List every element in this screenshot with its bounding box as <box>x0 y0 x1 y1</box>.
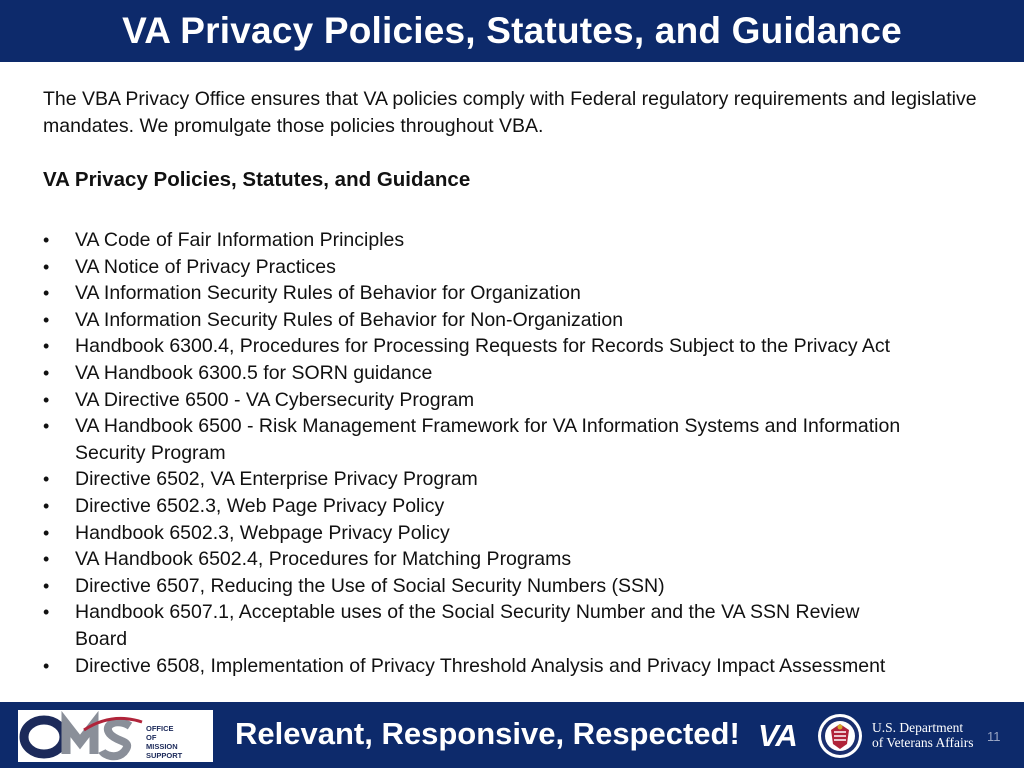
list-item-text: Directive 6507, Reducing the Use of Social Security Numbers (SSN) <box>75 574 665 597</box>
list-item <box>43 493 1003 520</box>
bullet-icon: • <box>43 416 50 437</box>
bullet-icon: • <box>43 283 50 304</box>
oms-text-line: OF <box>146 733 157 742</box>
list-item-text: VA Information Security Rules of Behavior for Organization <box>75 282 581 305</box>
bullet-icon: • <box>43 362 50 383</box>
bullet-icon: • <box>43 575 50 596</box>
list-item-text: VA Handbook 6300.5 for SORN guidance <box>75 361 433 384</box>
bullet-icon: • <box>43 336 50 357</box>
list-item <box>43 653 1003 680</box>
bullet-icon: • <box>43 469 50 490</box>
list-item-text: Handbook 6502.3, Webpage Privacy Policy <box>75 521 450 544</box>
slide-title: VA Privacy Policies, Statutes, and Guidance <box>122 10 902 51</box>
list-item <box>43 466 1003 493</box>
list-item-text: Directive 6508, Implementation of Privacy Threshold Analysis and Privacy Impact Assessment <box>75 654 886 677</box>
bullet-icon: • <box>43 256 50 277</box>
page-number: 11 <box>987 729 1001 744</box>
list-item <box>43 227 1003 254</box>
oms-text-line: OFFICE <box>146 724 174 733</box>
list-item <box>43 280 1003 307</box>
list-item <box>43 333 1003 360</box>
va-wordmark: VA <box>758 718 797 753</box>
list-item-text: Directive 6502, VA Enterprise Privacy Program <box>75 468 478 491</box>
list-item <box>43 573 1003 600</box>
list-item-text: Handbook 6300.4, Procedures for Processing Requests for Records Subject to the Privacy Act <box>75 335 891 358</box>
list-item <box>43 254 1003 281</box>
va-department-name <box>872 720 973 750</box>
va-dept-line: U.S. Department <box>872 720 964 735</box>
oms-text-line: MISSION SUPPORT <box>146 742 183 760</box>
bullet-icon: • <box>43 549 50 570</box>
list-item-text: Handbook 6507.1, Acceptable uses of the Social Security Number and the VA SSN Review Board <box>75 601 860 650</box>
bullet-icon: • <box>43 389 50 410</box>
list-item <box>43 599 1003 652</box>
footer-bar <box>0 702 1024 768</box>
list-item <box>43 360 1003 387</box>
list-item <box>43 387 1003 414</box>
bullet-icon: • <box>43 655 50 676</box>
list-item-text: VA Code of Fair Information Principles <box>75 229 405 251</box>
list-item <box>43 413 1003 466</box>
footer-tagline: Relevant, Responsive, Respected! <box>235 716 740 751</box>
bullet-icon: • <box>43 230 50 250</box>
bullet-icon: • <box>43 522 50 543</box>
list-item-text: VA Handbook 6502.4, Procedures for Matching Programs <box>75 548 572 571</box>
list-item-text: VA Notice of Privacy Practices <box>75 255 336 278</box>
title-bar <box>0 0 1024 62</box>
policy-list <box>43 227 1003 679</box>
list-item-text: VA Directive 6500 - VA Cybersecurity Program <box>75 388 475 411</box>
va-seal-icon <box>816 712 864 760</box>
list-item-text: VA Handbook 6500 - Risk Management Framework for VA Information Systems and Information Security Program <box>75 415 901 464</box>
va-dept-line: of Veterans Affairs <box>872 735 974 750</box>
list-item <box>43 307 1003 334</box>
bullet-icon: • <box>43 602 50 623</box>
list-item-text: Directive 6502.3, Web Page Privacy Policy <box>75 494 445 517</box>
section-heading: VA Privacy Policies, Statutes, and Guidance <box>43 168 471 191</box>
list-item <box>43 520 1003 547</box>
list-item <box>43 546 1003 573</box>
list-item-text: VA Information Security Rules of Behavior for Non-Organization <box>75 308 624 331</box>
oms-logo-graphic <box>18 710 148 762</box>
oms-logo <box>18 710 213 762</box>
oms-logo-text <box>146 724 212 760</box>
bullet-icon: • <box>43 495 50 516</box>
bullet-icon: • <box>43 309 50 330</box>
intro-paragraph: The VBA Privacy Office ensures that VA policies comply with Federal regulatory requirements and legislative mandates. We promulgate those policies throughout VBA. <box>43 88 977 137</box>
va-logo <box>758 710 980 762</box>
